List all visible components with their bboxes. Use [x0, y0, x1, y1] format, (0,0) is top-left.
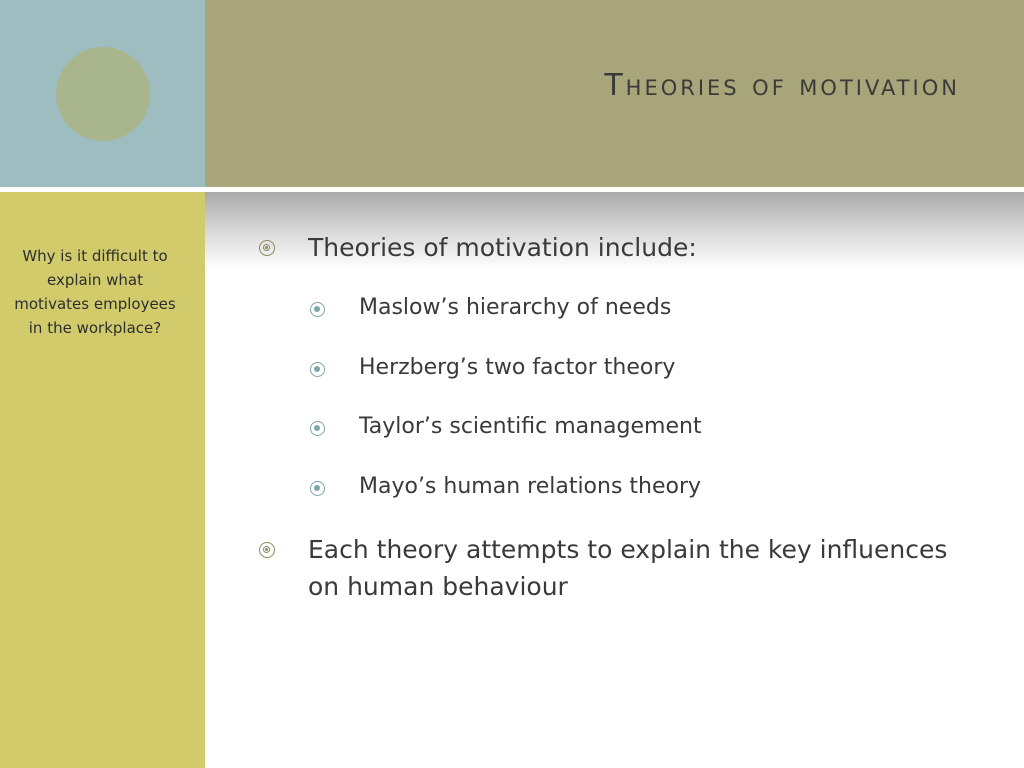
sub-item-text: Maslow’s hierarchy of needs: [359, 295, 672, 320]
dotted-circle-bullet-icon: [310, 362, 325, 377]
slide-title: Theories of motivation: [604, 68, 960, 103]
corner-block: [0, 0, 205, 187]
bullet-text: Theories of motivation include:: [308, 233, 697, 262]
bullet-text-line-1: Each theory attempts to explain the key influences: [308, 535, 948, 564]
sidebar-question: Why is it difficult to explain what motivates employees in the workplace?: [14, 247, 176, 337]
concentric-circle-bullet-icon: [259, 240, 275, 256]
sub-item-text: Mayo’s human relations theory: [359, 474, 702, 499]
title-band: [205, 0, 1024, 187]
sidebar: [0, 192, 205, 768]
concentric-circle-bullet-icon: [259, 542, 275, 558]
dotted-circle-bullet-icon: [310, 481, 325, 496]
dotted-circle-bullet-icon: [310, 302, 325, 317]
bullet-text-line-2: on human behaviour: [308, 572, 568, 601]
sub-item-text: Herzberg’s two factor theory: [359, 355, 676, 380]
sub-item-text: Taylor’s scientific management: [359, 414, 702, 439]
decorative-circle: [56, 47, 150, 141]
dotted-circle-bullet-icon: [310, 421, 325, 436]
content-area: [205, 192, 1024, 768]
